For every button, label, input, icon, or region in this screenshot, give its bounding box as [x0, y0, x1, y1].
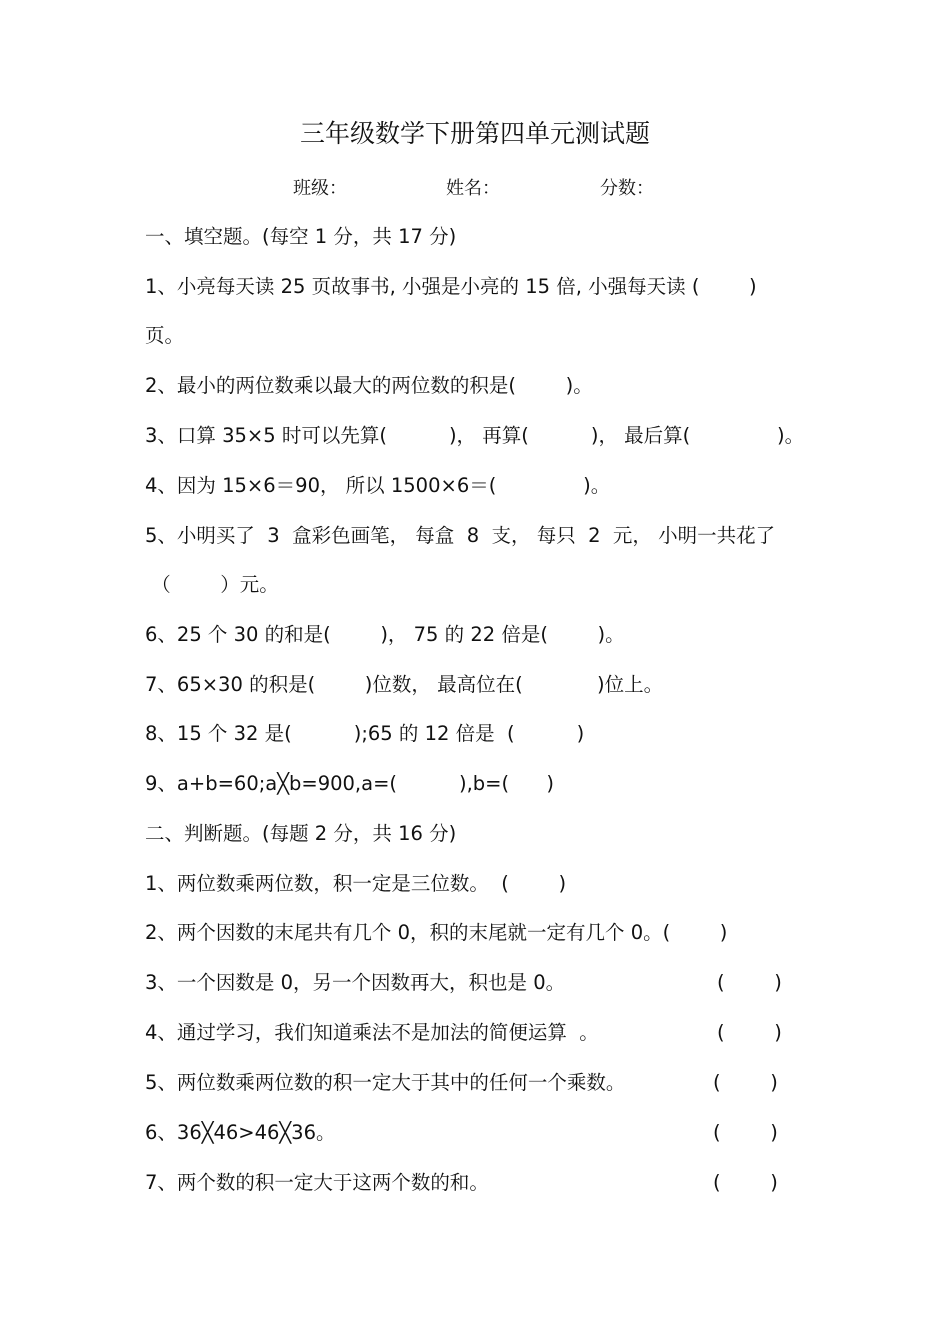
answer-blank: ( ) — [713, 1171, 778, 1194]
judgement-item: 3、一个因数是 0，另一个因数再大，积也是 0。 — [145, 971, 566, 994]
judgement-item: 7、两个数的积一定大于这两个数的和。 — [145, 1171, 489, 1194]
answer-blank: ( ) — [717, 1021, 782, 1044]
answer-blank: ( ) — [713, 1121, 778, 1144]
answer-blank: ( ) — [713, 1071, 778, 1094]
question-item: 5、小明买了 3 盒彩色画笔， 每盒 8 支， 每只 2 元， 小明一共花了 — [145, 524, 776, 547]
question-item: 3、口算 35×5 时可以先算( )， 再算( )， 最后算( )。 — [145, 424, 805, 447]
question-item: 7、65×30 的积是( )位数， 最高位在( )位上。 — [145, 673, 664, 696]
page-title: 三年级数学下册第四单元测试题 — [299, 119, 650, 148]
section-heading-fill-blank: 一、填空题。(每空 1 分，共 17 分) — [145, 225, 457, 248]
section-heading-true-false: 二、判断题。(每题 2 分，共 16 分) — [145, 822, 457, 845]
judgement-item: 2、两个因数的末尾共有几个 0，积的末尾就一定有几个 0。( ) — [145, 921, 728, 944]
question-item: （ ）元。 — [145, 573, 279, 596]
class-label: 班级： — [293, 178, 347, 199]
question-item: 8、15 个 32 是( );65 的 12 倍是 ( ) — [145, 722, 585, 745]
judgement-item: 5、两位数乘两位数的积一定大于其中的任何一个乘数。 — [145, 1071, 626, 1094]
question-item: 2、最小的两位数乘以最大的两位数的积是( )。 — [145, 374, 593, 397]
answer-blank: ( ) — [717, 971, 782, 994]
score-label: 分数： — [600, 178, 654, 199]
name-label: 姓名： — [446, 178, 500, 199]
judgement-item: 6、36╳46>46╳36。 — [145, 1121, 336, 1144]
question-item: 页。 — [145, 324, 185, 347]
question-item: 6、25 个 30 的和是( )， 75 的 22 倍是( )。 — [145, 623, 625, 646]
question-item: 9、a+b=60;a╳b=900,a=( ),b=( ) — [145, 772, 554, 795]
question-item: 4、因为 15×6＝90， 所以 1500×6＝( )。 — [145, 474, 611, 497]
judgement-item: 1、两位数乘两位数，积一定是三位数。 ( ) — [145, 872, 567, 895]
judgement-item: 4、通过学习，我们知道乘法不是加法的简便运算 。 — [145, 1021, 599, 1044]
question-item: 1、小亮每天读 25 页故事书, 小强是小亮的 15 倍, 小强每天读 ( ) — [145, 275, 757, 298]
